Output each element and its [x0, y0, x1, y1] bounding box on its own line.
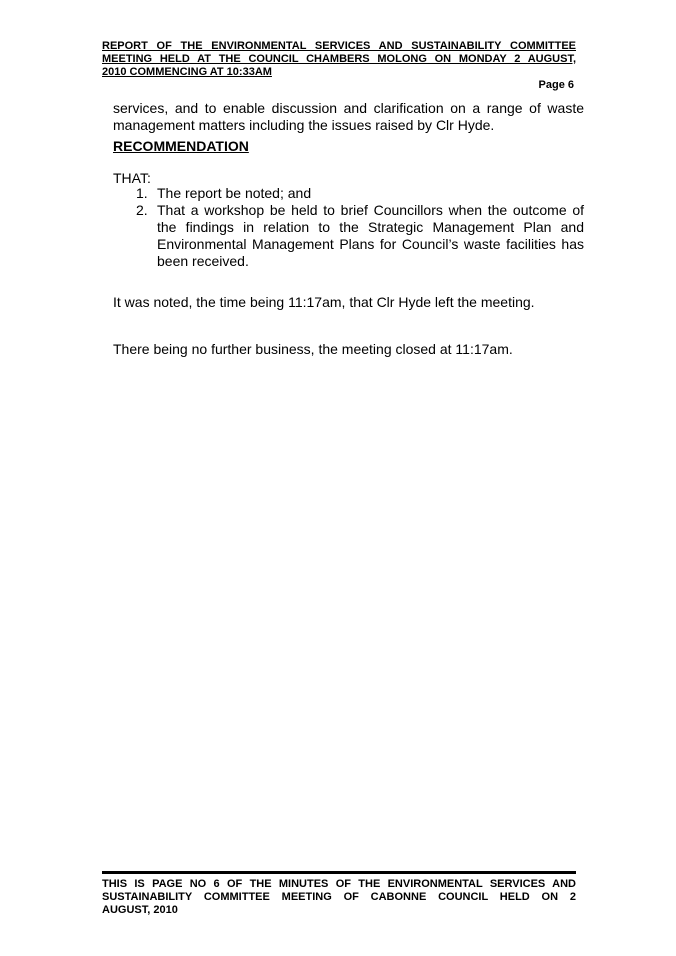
page-number: Page 6 — [538, 79, 574, 91]
header-title-line: MEETING HELD AT THE COUNCIL CHAMBERS MOLONG ON MONDAY 2 AUGUST, — [102, 53, 576, 65]
page-header — [102, 40, 576, 79]
recommendation-item — [136, 202, 584, 270]
intro-paragraph: services, and to enable discussion and clarification on a range of waste management matters including the issues raised by Clr Hyde. — [113, 100, 584, 133]
closing-paragraph: There being no further business, the meeting closed at 11:17am. — [113, 341, 513, 357]
that-label: THAT: — [113, 170, 151, 186]
recommendation-number: 2. — [136, 202, 148, 218]
footer-line: AUGUST, 2010 — [102, 904, 178, 916]
header-title-line: REPORT OF THE ENVIRONMENTAL SERVICES AND SUSTAINABILITY COMMITTEE — [102, 40, 576, 52]
recommendation-item — [136, 185, 584, 202]
footer-line: THIS IS PAGE NO 6 OF THE MINUTES OF THE ENVIRONMENTAL SERVICES AND — [102, 878, 576, 890]
recommendation-text: The report be noted; and — [157, 185, 312, 201]
recommendation-number: 1. — [136, 185, 148, 201]
recommendation-list — [136, 185, 584, 270]
recommendation-text: That a workshop be held to brief Councillors when the outcome of the findings in relation to the Strategic Management Plan and Environmental Management Plans for Council’s waste facilities has been received. — [157, 202, 584, 269]
header-title-line: 2010 COMMENCING AT 10:33AM — [102, 66, 272, 78]
page-footer — [102, 878, 576, 917]
footer-line: SUSTAINABILITY COMMITTEE MEETING OF CABONNE COUNCIL HELD ON 2 — [102, 891, 576, 903]
footer-divider — [102, 871, 576, 874]
noted-paragraph: It was noted, the time being 11:17am, that Clr Hyde left the meeting. — [113, 294, 535, 310]
recommendation-heading: RECOMMENDATION — [113, 138, 249, 154]
